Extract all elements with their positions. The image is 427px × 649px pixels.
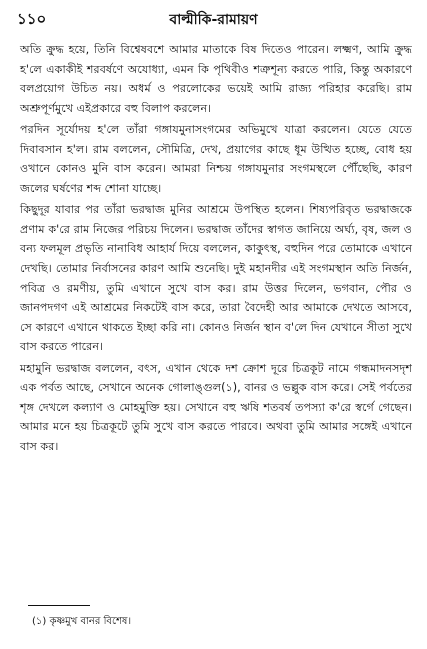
paragraph-2: পরদিন সূর্যোদয় হ'লে তাঁরা গঙ্গাযমুনাসংগমের অভিমুখে যাত্রা করলেন। যেতে যেতে দিবাবসান হ'ল। রাম বললেন, সৌমিত্রি, দেখ, প্রয়াগের কাছে ধূম উত্থিত হচ্ছে, বোধ হয় ওখানে কোনও মুনি বাস করেন। আমরা নিশ্চয় গঙ্গাযমুনার সংগমস্থলে পৌঁছেছি, কারণ জলের ঘর্ষণের শব্দ শোনা যাচ্ছে।: [20, 123, 412, 195]
paragraph-4: মহামুনি ভরদ্বাজ বললেন, বৎস, এখান থেকে দশ ক্রোশ দূরে চিত্রকূট নামে গন্ধমাদনসদৃশ এক পর্বত আছে, সেখানে অনেক গোলাঙ্গুল(১), বানর ও ভল্লুক বাস করে। সেই পর্বতের শৃঙ্গ দেখলে কল্যাণ ও মোহমুক্তি হয়। সেখানে বহু ঋষি শতবর্ষ তপস্যা ক'রে স্বর্গে গেছেন। আমার মনে হয় চিত্রকূটে তুমি সুখে বাস করতে পারবে। অথবা তুমি আমার সঙ্গেই এখানে বাস কর।: [20, 361, 412, 453]
footnote-divider: [28, 605, 90, 606]
running-title: বাল্মীকি-রামায়ণ: [169, 12, 258, 28]
page-body: [20, 40, 412, 456]
page-header: [0, 8, 427, 32]
paragraph-1: অতি ক্রুদ্ধ হয়ে, তিনি বিশ্বেষবশে আমার মাতাকে বিষ দিতেও পারেন। লক্ষ্মণ, আমি ক্রুদ্ধ হ'লে একাকীই শরবর্ষণে অযোধ্যা, এমন কি পৃথিবীও শত্রুশূন্য করতে পারি, কিন্তু অকারণে বলপ্রয়োগ উচিত নয়। অধর্ম ও পরলোকের ভয়েই আমি রাজ্য পরিহার করেছি। রাম অশ্রুপূর্ণমুখে এইপ্রকারে বহু বিলাপ করলেন।: [20, 43, 412, 115]
page-number: ১১০: [17, 10, 47, 28]
footnote: (১) কৃষ্ণমুখ বানর বিশেষ।: [32, 616, 132, 627]
paragraph-3: কিছুদূর যাবার পর তাঁরা ভরদ্বাজ মুনির আশ্রমে উপস্থিত হলেন। শিষ্যপরিবৃত ভরদ্বাজকে প্রণাম ক'রে রাম নিজের পরিচয় দিলেন। ভরদ্বাজ তাঁদের স্বাগত জানিয়ে অর্ঘ্য, বৃষ, জল ও বন্য ফলমূল প্রভৃতি নানাবিধ আহার্য দিয়ে বললেন, কাকুৎস্থ, বহুদিন পরে তোমাকে এখানে দেখছি। তোমার নির্বাসনের কারণ আমি শুনেছি। দুই মহানদীর এই সংগমস্থান অতি নির্জন, পবিত্র ও রমণীয়, তুমি এখানে সুখে বাস কর। রাম উত্তর দিলেন, ভগবান, পৌর ও জানপদগণ এই আশ্রমের নিকটেই বাস করে, তারা বৈদেহী আর আমাকে দেখতে আসবে, সে কারণে এখানে থাকতে ইচ্ছা করি না। কোনও নির্জন স্থান ব'লে দিন যেখানে সীতা সুখে বাস করতে পারেন।: [20, 203, 412, 354]
